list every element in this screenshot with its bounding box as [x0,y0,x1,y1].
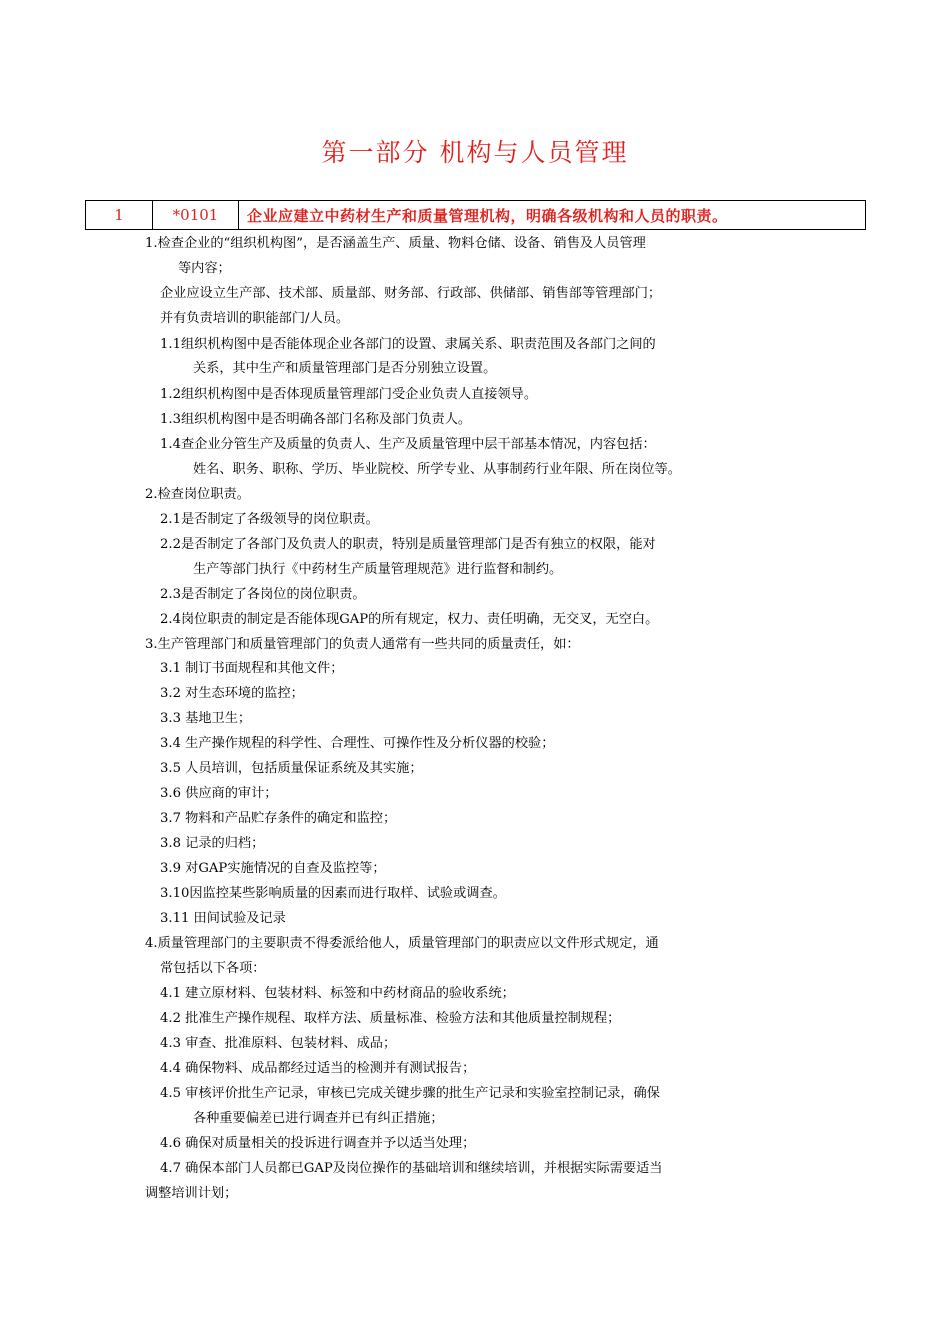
page-title: 第一部分 机构与人员管理 [321,138,629,167]
paragraph-line: 姓名、职务、职称、学历、毕业院校、所学专业、从事制药行业年限、所在岗位等。 [193,462,681,477]
paragraph-line: 企业应设立生产部、技术部、质量部、财务部、行政部、供储部、销售部等管理部门； [160,286,662,301]
paragraph-line: 4.6 确保对质量相关的投诉进行调查并予以适当处理； [160,1136,476,1151]
paragraph-line: 2.4岗位职责的制定是否能体现GAP的所有规定，权力、责任明确，无交叉，无空白。 [160,612,659,627]
paragraph-line: 3.9 对GAP实施情况的自查及监控等； [160,861,386,876]
paragraph-line: 3.7 物料和产品贮存条件的确定和监控； [160,811,397,826]
paragraph-line: 4.2 批准生产操作规程、取样方法、质量标准、检验方法和其他质量控制规程； [160,1011,621,1026]
paragraph-line: 4.5 审核评价批生产记录，审核已完成关键步骤的批生产记录和实验室控制记录，确保 [160,1086,660,1101]
paragraph-line: 4.4 确保物料、成品都经过适当的检测并有测试报告； [160,1061,476,1076]
paragraph-line: 3.10因监控某些影响质量的因素而进行取样、试验或调查。 [160,886,506,901]
paragraph-line: 1.2组织机构图中是否体现质量管理部门受企业负责人直接领导。 [160,387,538,402]
paragraph-line: 2.2是否制定了各部门及负责人的职责，特别是质量管理部门是否有独立的权限，能对 [160,537,656,552]
paragraph-line: 并有负责培训的职能部门/人员。 [160,311,350,326]
paragraph-line: 3.1 制订书面规程和其他文件； [160,661,344,676]
paragraph-line: 各种重要偏差已进行调查并已有纠正措施； [193,1111,444,1126]
requirement-text: 企业应建立中药材生产和质量管理机构，明确各级机构和人员的职责。 [247,206,728,225]
paragraph-line: 3.6 供应商的审计； [160,786,278,801]
paragraph-line: 1.4查企业分管生产及质量的负责人、生产及质量管理中层干部基本情况，内容包括： [160,437,656,452]
requirement-code: *0101 [153,201,239,229]
paragraph-line: 4.3 审查、批准原料、包装材料、成品； [160,1036,397,1051]
paragraph-line: 关系，其中生产和质量管理部门是否分别独立设置。 [193,361,497,376]
requirement-number: 1 [86,201,153,229]
paragraph-line: 1.3组织机构图中是否明确各部门名称及部门负责人。 [160,412,472,427]
paragraph-line: 3.3 基地卫生； [160,711,252,726]
paragraph-line: 常包括以下各项： [160,961,266,976]
paragraph-line: 2.检查岗位职责。 [145,487,250,502]
paragraph-line: 3.2 对生态环境的监控； [160,686,304,701]
paragraph-line: 3.11 田间试验及记录 [160,911,286,926]
paragraph-line: 1.检查企业的“组织机构图”，是否涵盖生产、质量、物料仓储、设备、销售及人员管理 [145,236,646,251]
paragraph-line: 等内容； [178,261,231,276]
paragraph-line: 3.生产管理部门和质量管理部门的负责人通常有一些共同的质量责任，如： [145,637,580,652]
paragraph-line: 2.3是否制定了各岗位的岗位职责。 [160,587,366,602]
paragraph-line: 4.1 建立原材料、包装材料、标签和中药材商品的验收系统； [160,986,515,1001]
paragraph-line: 4.质量管理部门的主要职责不得委派给他人，质量管理部门的职责应以文件形式规定，通 [145,936,659,951]
paragraph-line: 3.4 生产操作规程的科学性、合理性、可操作性及分析仪器的校验； [160,736,555,751]
paragraph-line: 3.5 人员培训，包括质量保证系统及其实施； [160,761,423,776]
paragraph-line: 1.1组织机构图中是否能体现企业各部门的设置、隶属关系、职责范围及各部门之间的 [160,337,656,352]
paragraph-line: 生产等部门执行《中药材生产质量管理规范》进行监督和制约。 [193,562,563,577]
paragraph-line: 4.7 确保本部门人员都已GAP及岗位操作的基础培训和继续培训，并根据实际需要适当 [160,1161,663,1176]
paragraph-line: 调整培训计划； [145,1186,238,1201]
paragraph-line: 3.8 记录的归档； [160,836,265,851]
requirement-table [85,200,866,230]
paragraph-line: 2.1是否制定了各级领导的岗位职责。 [160,512,379,527]
